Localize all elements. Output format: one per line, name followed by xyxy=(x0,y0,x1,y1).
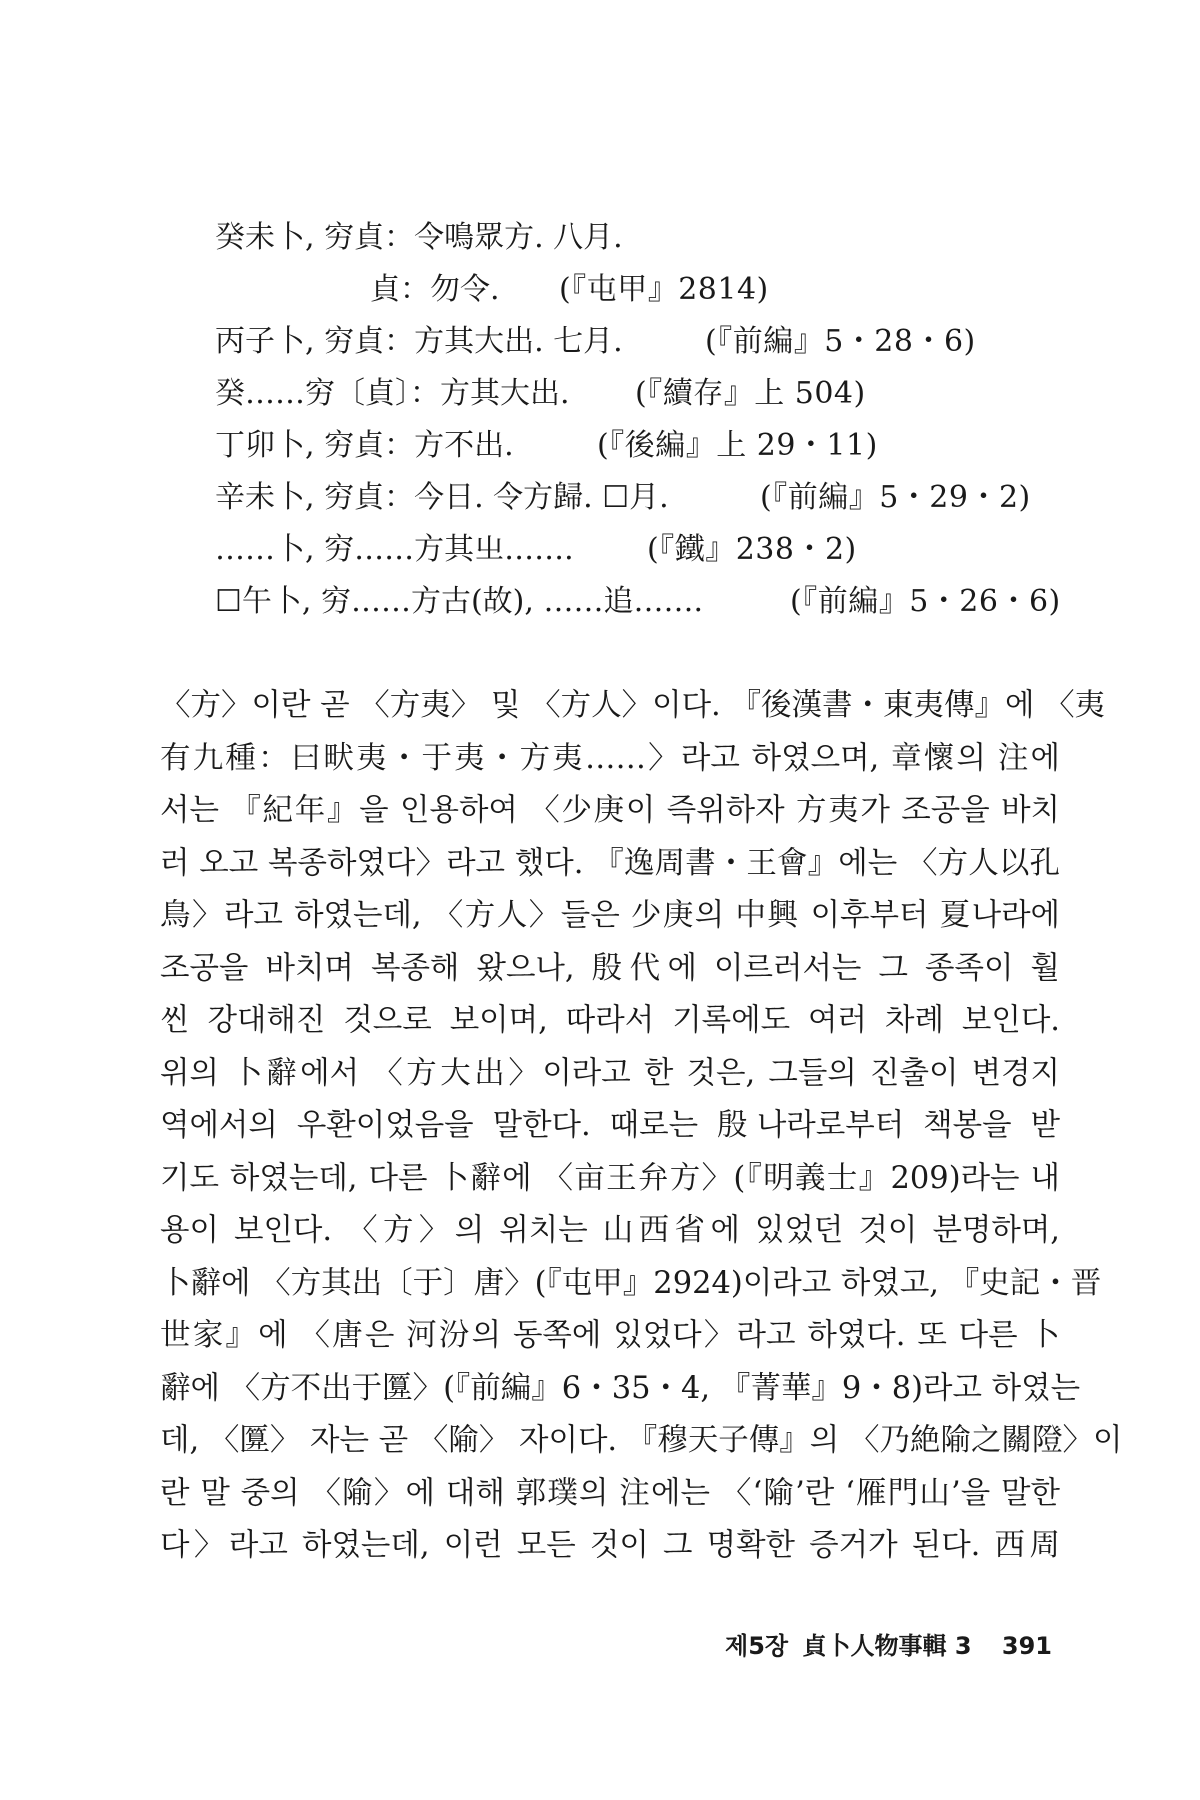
quote-text: 貞：勿令. xyxy=(370,272,500,307)
body-line: 다〉라고 하였는데, 이런 모든 것이 그 명확한 증거가 된다. 西周 xyxy=(160,1528,1060,1563)
body-line: 데, 〈匴〉 자는 곧 〈隃〉 자이다. 『穆天子傳』의 〈乃絶隃之關隥〉이 xyxy=(160,1423,1123,1458)
body-line: 서는 『紀年』을 인용하여 〈少庚이 즉위하자 方夷가 조공을 바치 xyxy=(160,793,1060,828)
body-line: 씬 강대해진 것으로 보이며, 따라서 기록에도 여러 차례 보인다. xyxy=(160,1003,1060,1038)
body-line: 有九種：曰畎夷・于夷・方夷……〉라고 하였으며, 章懷의 注에 xyxy=(160,740,1060,776)
page-number: 391 xyxy=(1001,1632,1052,1660)
footer-title: 貞卜人物事輯 3 xyxy=(802,1632,972,1660)
body-line: 러 오고 복종하였다〉라고 했다. 『逸周書・王會』에는 〈方人以孔 xyxy=(160,845,1060,881)
quote-text: ☐午卜, 穷……方古(故), ……追……. xyxy=(215,584,703,619)
body-line: 조공을 바치며 복종해 왔으나, 殷代에 이르러서는 그 종족이 훨 xyxy=(160,950,1060,986)
quote-source: (『後編』上 29・11) xyxy=(597,428,878,463)
page-footer xyxy=(719,1626,1052,1661)
quote-source: (『續存』上 504) xyxy=(635,376,866,411)
body-paragraph xyxy=(160,680,1123,1573)
quote-line xyxy=(215,576,1115,628)
quote-line xyxy=(215,368,1115,420)
quote-source: (『前編』5・29・2) xyxy=(760,480,1031,515)
quote-text: 癸未卜, 穷貞：令鳴眾方. 八月. xyxy=(215,220,623,255)
quote-text: 癸……穷〔貞〕：方其大出. xyxy=(215,376,570,411)
quote-text: 丁卯卜, 穷貞：方不出. xyxy=(215,428,514,463)
quote-line xyxy=(215,264,1115,316)
footer-chapter: 제5장 xyxy=(725,1632,789,1660)
quote-source: (『鐵』238・2) xyxy=(647,532,857,567)
quote-text: 丙子卜, 穷貞：方其大出. 七月. xyxy=(215,324,623,359)
quote-source: (『屯甲』2814) xyxy=(559,272,769,307)
body-line: 世家』에 〈唐은 河汾의 동쪽에 있었다〉라고 하였다. 또 다른 卜 xyxy=(160,1318,1061,1353)
quote-line xyxy=(215,212,1115,264)
body-line: 역에서의 우환이었음을 말한다. 때로는 殷나라로부터 책봉을 받 xyxy=(160,1108,1060,1143)
quote-source: (『前編』5・26・6) xyxy=(790,584,1061,619)
quote-line xyxy=(215,524,1115,576)
body-line: 卜辭에 〈方其出〔于〕唐〉(『屯甲』2924)이라고 하였고, 『史記・晋 xyxy=(160,1265,1102,1301)
quote-source: (『前編』5・28・6) xyxy=(705,324,976,359)
body-line: 鳥〉라고 하였는데, 〈方人〉들은 少庚의 中興 이후부터 夏나라에 xyxy=(160,898,1060,933)
quote-line xyxy=(215,316,1115,368)
quote-text: ……卜, 穷……方其㞢……. xyxy=(215,532,574,567)
body-line: 〈方〉이란 곧 〈方夷〉 및 〈方人〉이다. 『後漢書・東夷傳』에 〈夷 xyxy=(160,688,1106,723)
oracle-quote-block xyxy=(215,212,1115,628)
body-line: 辭에 〈方不出于匴〉(『前編』6・35・4, 『菁華』9・8)라고 하였는 xyxy=(160,1370,1081,1406)
body-line: 위의 卜辭에서 〈方大出〉이라고 한 것은, 그들의 진출이 변경지 xyxy=(160,1055,1060,1091)
quote-line xyxy=(215,472,1115,524)
body-line: 기도 하였는데, 다른 卜辭에 〈亩王弁方〉(『明義士』209)라는 내 xyxy=(160,1160,1060,1196)
quote-line xyxy=(215,420,1115,472)
body-line: 란 말 중의 〈隃〉에 대해 郭璞의 注에는 〈‘隃’란 ‘雁門山’을 말한 xyxy=(160,1475,1060,1511)
quote-text: 辛未卜, 穷貞：今日. 令方歸. ☐月. xyxy=(215,480,669,515)
body-line: 용이 보인다. 〈方〉의 위치는 山西省에 있었던 것이 분명하며, xyxy=(160,1213,1060,1248)
